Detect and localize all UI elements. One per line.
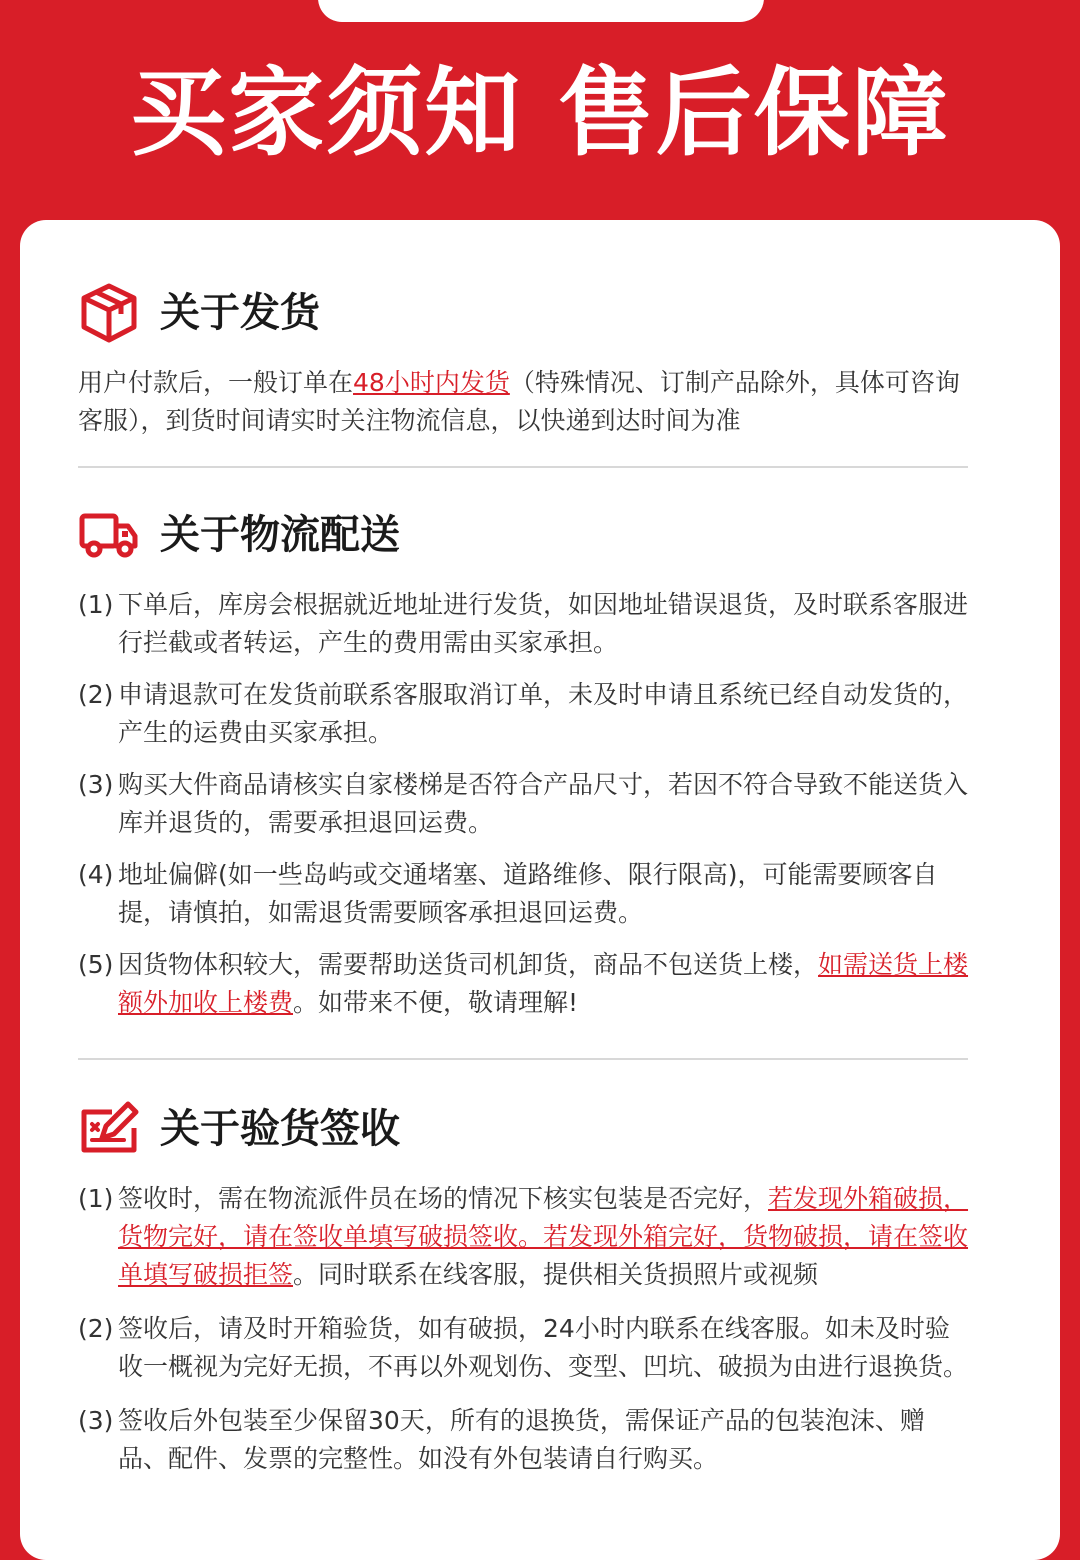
item-text-1: 签收时，需在物流派件员在场的情况下核实包装是否完好， [118,1184,769,1213]
page-title: 买家须知 售后保障 [130,57,950,169]
divider [78,1058,968,1060]
item-number: (1) [78,590,114,619]
item-number: (4) [78,860,114,889]
item-text [118,946,970,1022]
top-tab [318,0,764,22]
section-shipping [78,280,970,440]
item-number: (2) [78,680,114,709]
section-title: 关于验货签收 [160,1106,400,1152]
item-number: (1) [78,1184,114,1213]
item-text: 签收后，请及时开箱验货，如有破损，24小时内联系在线客服。如未及时验收一概视为完好无损，不再以外观划伤、变型、凹坑、破损为由进行退换货。 [118,1314,969,1381]
box-icon [78,282,140,344]
list-item [78,586,970,662]
list-item [78,1310,970,1386]
list-item [78,1402,970,1478]
sign-icon [78,1098,140,1160]
list-item [78,1180,970,1294]
item-text: 下单后，库房会根据就近地址进行发货，如因地址错误退货，及时联系客服进行拦截或者转运，产生的费用需由买家承担。 [118,590,969,657]
list-item [78,856,970,932]
item-number: (3) [78,1406,114,1435]
item-highlight: 如需送货上楼额外加收上楼费 [118,950,969,1017]
item-text [118,1180,970,1294]
item-text: 地址偏僻(如一些岛屿或交通堵塞、道路维修、限行限高)，可能需要顾客自提，请慎拍，如需退货需要顾客承担退回运费。 [118,860,938,927]
item-text: 购买大件商品请核实自家楼梯是否符合产品尺寸，若因不符合导致不能送货入库并退货的，需要承担退回运费。 [118,770,969,837]
item-text: 申请退款可在发货前联系客服取消订单，未及时申请且系统已经自动发货的，产生的运费由买家承担。 [118,680,969,747]
list-item [78,676,970,752]
section-inspection [78,1096,970,1478]
shipping-text-2: （特殊情况、订制产品除外，具体可咨询客服），到货时间请实时关注物流信息，以快递到达时间为准 [78,368,960,435]
shipping-text [78,364,970,440]
shipping-highlight: 48小时内发货 [353,368,510,397]
item-number: (2) [78,1314,114,1343]
list-item [78,766,970,842]
item-number: (5) [78,950,114,979]
section-title: 关于发货 [160,290,320,336]
section-title: 关于物流配送 [160,512,400,558]
item-text-2: 。同时联系在线客服，提供相关货损照片或视频 [293,1260,819,1289]
divider [78,466,968,468]
item-number: (3) [78,770,114,799]
shipping-text-1: 用户付款后，一般订单在 [78,368,354,397]
item-text: 签收后外包装至少保留30天，所有的退换货，需保证产品的包装泡沫、赠品、配件、发票的完整性。如没有外包装请自行购买。 [118,1406,925,1473]
item-highlight: 若发现外箱破损，货物完好，请在签收单填写破损签收。若发现外箱完好，货物破损，请在签收单填写破损拒签 [118,1184,969,1289]
section-logistics [78,502,970,1022]
item-text-1: 因货物体积较大，需要帮助送货司机卸货，商品不包送货上楼， [118,950,819,979]
item-text-2: 。如带来不便，敬请理解! [293,988,579,1017]
truck-icon [78,504,140,566]
list-item [78,946,970,1022]
